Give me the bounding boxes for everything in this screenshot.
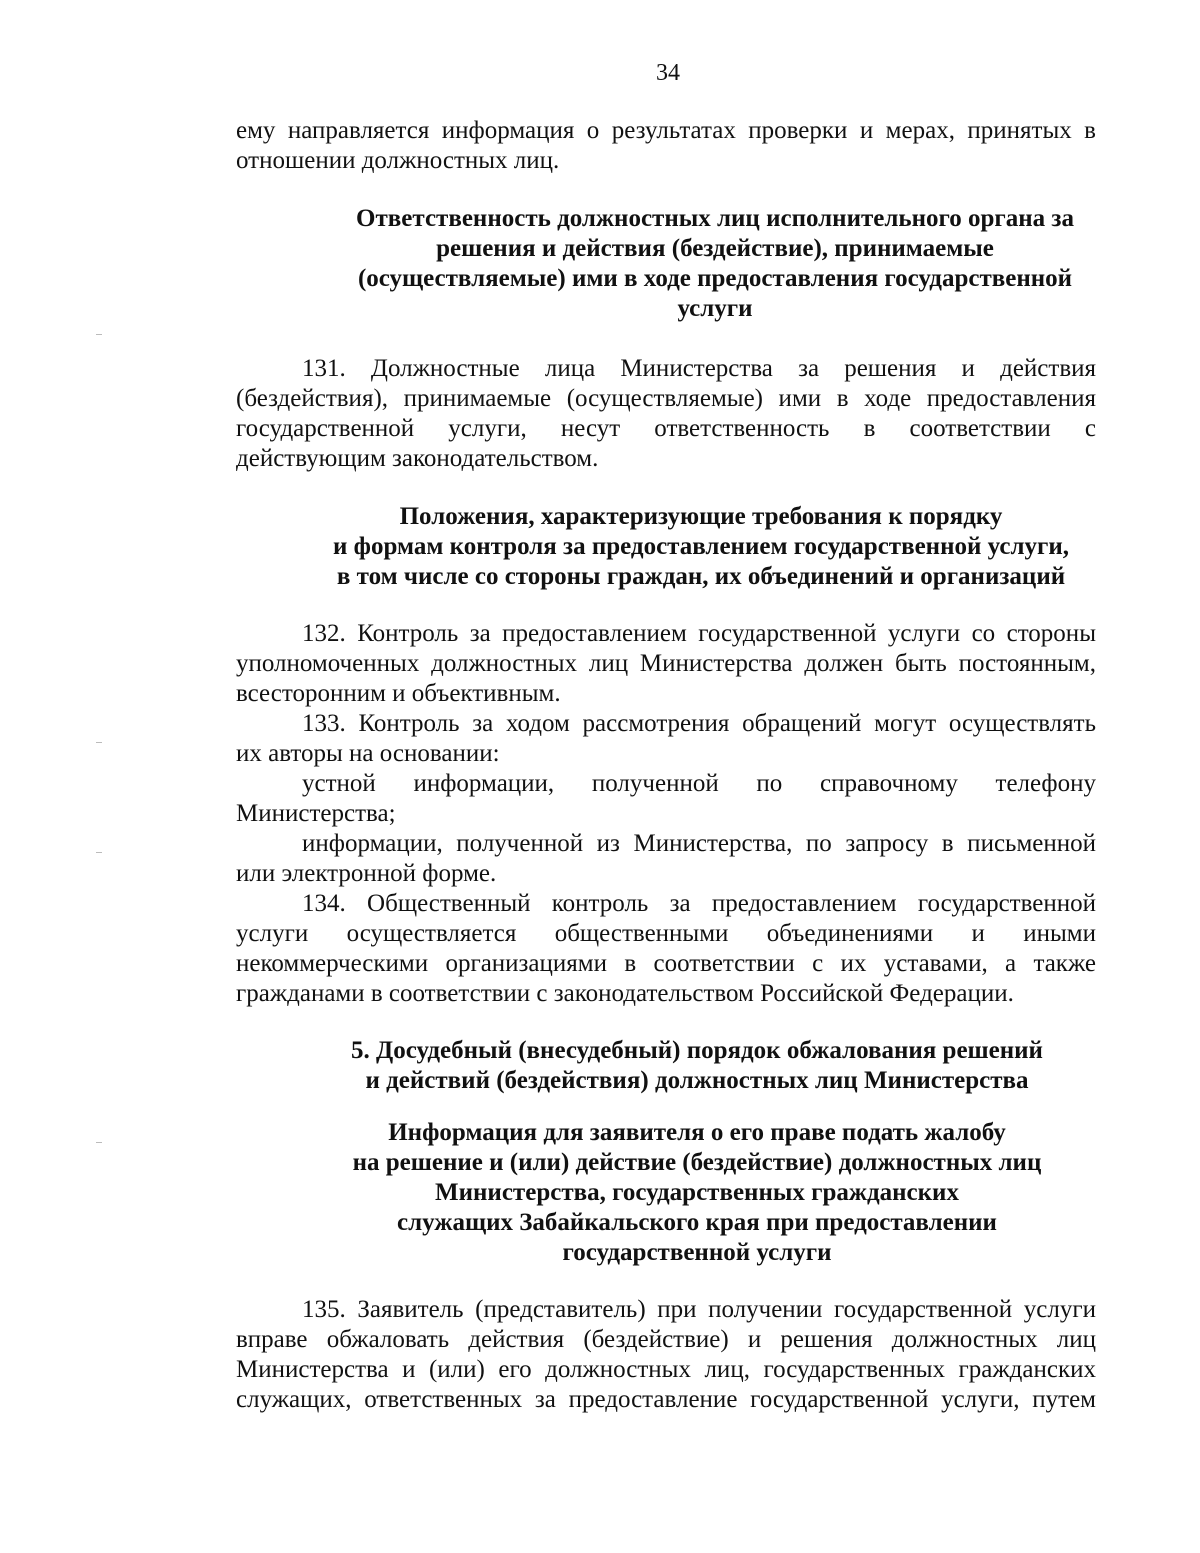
heading-control-line-2: и формам контроля за предоставлением государственной услуги,: [333, 533, 1069, 560]
heading-responsibility-line-2: решения и действия (бездействие), принимаемые: [436, 235, 994, 262]
para131-line-1: 131. Должностные лица Министерства за решения и действия: [302, 355, 1096, 382]
para134-line-4: гражданами в соответствии с законодательством Российской Федерации.: [236, 980, 1014, 1007]
para134-line-1: 134. Общественный контроль за предоставлением государственной: [302, 890, 1096, 917]
paragraphs-132-134: [236, 619, 1096, 1009]
para131-line-4: действующим законодательством.: [236, 445, 599, 472]
heading-responsibility: [300, 204, 1130, 324]
scan-mark: [96, 852, 102, 853]
para133-item2-line-1: информации, полученной из Министерства, по запросу в письменной: [302, 830, 1096, 857]
heading-section5-line-2: и действий (бездействия) должностных лиц Министерства: [365, 1067, 1029, 1094]
heading-complaint-line-1: Информация для заявителя о его праве подать жалобу: [388, 1119, 1006, 1146]
heading-control: [286, 502, 1116, 592]
heading-complaint-line-3: Министерства, государственных гражданских: [435, 1179, 959, 1206]
heading-complaint-line-2: на решение и (или) действие (бездействие) должностных лиц: [352, 1149, 1042, 1176]
heading-control-line-1: Положения, характеризующие требования к порядку: [399, 503, 1003, 530]
para135-line-1: 135. Заявитель (представитель) при получении государственной услуги: [302, 1296, 1096, 1323]
intro-paragraph: [236, 116, 1096, 176]
heading-responsibility-line-3: (осуществляемые) ими в ходе предоставления государственной: [357, 265, 1073, 292]
paragraph-135: [236, 1295, 1096, 1415]
paragraph-131: [236, 354, 1096, 474]
heading-responsibility-line-1: Ответственность должностных лиц исполнительного органа за: [356, 205, 1074, 232]
para133-line-2: их авторы на основании:: [236, 740, 500, 767]
para132-line-2: уполномоченных должностных лиц Министерства должен быть постоянным,: [236, 650, 1096, 677]
heading-section5-line-1: 5. Досудебный (внесудебный) порядок обжалования решений: [351, 1037, 1043, 1064]
para135-line-2: вправе обжаловать действия (бездействие) и решения должностных лиц: [236, 1326, 1096, 1353]
para135-line-3: Министерства и (или) его должностных лиц, государственных гражданских: [236, 1356, 1096, 1383]
para135-line-4: служащих, ответственных за предоставление государственной услуги, путем: [236, 1386, 1096, 1413]
para133-item2-line-2: или электронной форме.: [236, 860, 497, 887]
scan-mark: [96, 742, 102, 743]
para133-item1-line-2: Министерства;: [236, 800, 396, 827]
para134-line-2: услуги осуществляется общественными объединениями и иными: [236, 920, 1096, 947]
para132-line-1: 132. Контроль за предоставлением государственной услуги со стороны: [302, 620, 1096, 647]
heading-responsibility-line-4: услуги: [677, 295, 753, 322]
heading-section-5: [282, 1036, 1112, 1096]
heading-complaint-info: [282, 1118, 1112, 1268]
para131-line-3: государственной услуги, несут ответственность в соответствии с: [236, 415, 1096, 442]
para131-line-2: (бездействия), принимаемые (осуществляемые) ими в ходе предоставления: [236, 385, 1096, 412]
page-number: 34: [656, 60, 680, 86]
heading-complaint-line-5: государственной услуги: [562, 1239, 832, 1266]
para133-item1-line-1: устной информации, полученной по справочному телефону: [302, 770, 1096, 797]
para133-line-1: 133. Контроль за ходом рассмотрения обращений могут осуществлять: [302, 710, 1096, 737]
scan-mark: [96, 334, 102, 335]
heading-complaint-line-4: служащих Забайкальского края при предоставлении: [397, 1209, 997, 1236]
para132-line-3: всесторонним и объективным.: [236, 680, 561, 707]
intro-line-2: отношении должностных лиц.: [236, 147, 560, 174]
heading-control-line-3: в том числе со стороны граждан, их объединений и организаций: [336, 563, 1066, 590]
intro-line-1: ему направляется информация о результатах проверки и мерах, принятых в: [236, 117, 1096, 144]
scan-mark: [96, 1142, 102, 1143]
para134-line-3: некоммерческими организациями в соответствии с их уставами, а также: [236, 950, 1096, 977]
